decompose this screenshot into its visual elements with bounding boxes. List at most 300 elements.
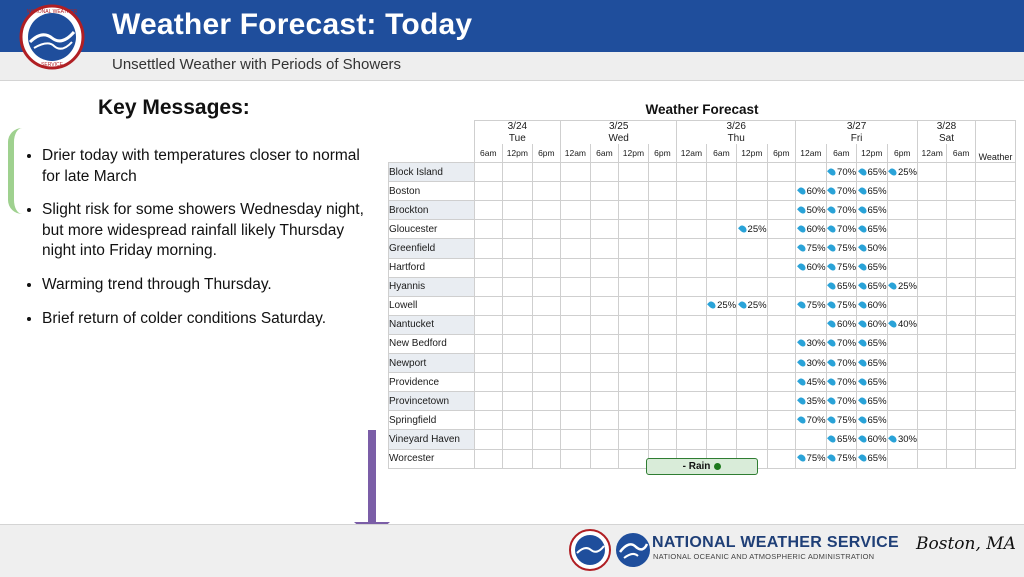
forecast-pop-cell bbox=[737, 373, 767, 392]
forecast-pop-cell bbox=[532, 277, 561, 296]
table-row bbox=[389, 334, 1016, 353]
forecast-pop-cell bbox=[917, 315, 946, 334]
forecast-weather-cell bbox=[976, 258, 1016, 277]
forecast-pop-cell: 75% bbox=[796, 239, 826, 258]
forecast-pop-cell: 75% bbox=[796, 296, 826, 315]
forecast-pop-cell bbox=[474, 182, 503, 201]
forecast-weather-cell bbox=[976, 315, 1016, 334]
list-item: • Slight risk for some showers Wednesday night, but more widespread rainfall likely Thursday night into Friday morning. bbox=[42, 200, 370, 262]
forecast-pop-cell bbox=[887, 220, 917, 239]
forecast-day-header: 3/27 Fri bbox=[796, 121, 918, 145]
forecast-pop-cell bbox=[561, 430, 590, 449]
forecast-hour-header: 6am bbox=[706, 144, 736, 163]
forecast-hour-header: 6am bbox=[474, 144, 503, 163]
forecast-pop-cell bbox=[619, 201, 648, 220]
forecast-weather-cell bbox=[976, 277, 1016, 296]
forecast-pop-cell bbox=[917, 201, 946, 220]
forecast-pop-cell bbox=[677, 239, 706, 258]
forecast-pop-cell bbox=[503, 201, 532, 220]
forecast-pop-cell bbox=[947, 201, 976, 220]
rain-drop-icon bbox=[858, 339, 868, 349]
forecast-pop-cell: 65% bbox=[857, 373, 887, 392]
forecast-pop-cell bbox=[917, 411, 946, 430]
forecast-pop-cell bbox=[590, 411, 619, 430]
forecast-pop-cell: 30% bbox=[887, 430, 917, 449]
forecast-pop-cell bbox=[767, 201, 796, 220]
footer-office-name: Boston, MA bbox=[916, 534, 1016, 554]
forecast-day-header: 3/28 Sat bbox=[917, 121, 975, 145]
forecast-pop-cell bbox=[648, 411, 677, 430]
forecast-pop-cell bbox=[619, 258, 648, 277]
forecast-pop-cell bbox=[619, 182, 648, 201]
forecast-pop-cell bbox=[887, 182, 917, 201]
forecast-hour-header: 12am bbox=[917, 144, 946, 163]
forecast-pop-cell: 40% bbox=[887, 315, 917, 334]
rain-drop-icon bbox=[827, 243, 837, 253]
forecast-pop-cell bbox=[917, 449, 946, 468]
forecast-city-label: Greenfield bbox=[389, 239, 475, 258]
rain-drop-icon bbox=[858, 358, 868, 368]
forecast-pop-cell bbox=[619, 430, 648, 449]
rain-drop-icon bbox=[797, 358, 807, 368]
forecast-pop-cell bbox=[474, 430, 503, 449]
forecast-pop-cell bbox=[590, 392, 619, 411]
rain-drop-icon bbox=[827, 281, 837, 291]
forecast-pop-cell: 60% bbox=[857, 315, 887, 334]
forecast-pop-cell bbox=[561, 449, 590, 468]
rain-drop-icon bbox=[797, 262, 807, 272]
forecast-pop-cell bbox=[532, 220, 561, 239]
forecast-pop-cell: 65% bbox=[857, 354, 887, 373]
forecast-hour-header: 6pm bbox=[648, 144, 677, 163]
forecast-pop-cell bbox=[590, 334, 619, 353]
forecast-pop-cell bbox=[917, 354, 946, 373]
forecast-title: Weather Forecast bbox=[645, 102, 759, 117]
rain-drop-icon bbox=[827, 434, 837, 444]
forecast-city-label: Block Island bbox=[389, 163, 475, 182]
national-weather-service-logo bbox=[8, 4, 96, 70]
rain-legend bbox=[646, 458, 758, 475]
forecast-weather-cell bbox=[976, 334, 1016, 353]
forecast-pop-cell bbox=[887, 334, 917, 353]
forecast-pop-cell: 65% bbox=[857, 220, 887, 239]
forecast-pop-cell bbox=[503, 277, 532, 296]
forecast-pop-cell bbox=[474, 315, 503, 334]
forecast-pop-cell bbox=[532, 392, 561, 411]
forecast-pop-cell bbox=[767, 334, 796, 353]
forecast-pop-cell bbox=[737, 354, 767, 373]
forecast-pop-cell: 50% bbox=[857, 239, 887, 258]
forecast-pop-cell bbox=[767, 163, 796, 182]
rain-drop-icon bbox=[858, 434, 868, 444]
rain-drop-icon bbox=[888, 167, 898, 177]
forecast-pop-cell bbox=[619, 220, 648, 239]
forecast-pop-cell bbox=[947, 449, 976, 468]
forecast-pop-cell: 25% bbox=[737, 220, 767, 239]
forecast-pop-cell bbox=[737, 392, 767, 411]
forecast-pop-cell: 70% bbox=[826, 392, 856, 411]
forecast-pop-cell bbox=[561, 201, 590, 220]
forecast-pop-cell bbox=[474, 258, 503, 277]
forecast-pop-cell bbox=[590, 163, 619, 182]
forecast-pop-cell bbox=[737, 201, 767, 220]
forecast-pop-cell bbox=[648, 334, 677, 353]
rain-drop-icon bbox=[827, 415, 837, 425]
forecast-pop-cell bbox=[767, 220, 796, 239]
forecast-weather-cell bbox=[976, 354, 1016, 373]
forecast-city-label: Newport bbox=[389, 354, 475, 373]
rain-legend-dot-icon bbox=[714, 463, 721, 470]
forecast-pop-cell bbox=[737, 334, 767, 353]
forecast-pop-cell bbox=[737, 277, 767, 296]
forecast-pop-cell: 65% bbox=[826, 430, 856, 449]
forecast-pop-cell: 70% bbox=[826, 354, 856, 373]
forecast-pop-cell: 65% bbox=[857, 411, 887, 430]
forecast-pop-cell bbox=[561, 354, 590, 373]
forecast-pop-cell bbox=[619, 334, 648, 353]
forecast-pop-cell: 70% bbox=[826, 182, 856, 201]
forecast-hour-header: 12am bbox=[796, 144, 826, 163]
forecast-pop-cell bbox=[474, 392, 503, 411]
footer-agency-name: NATIONAL WEATHER SERVICE bbox=[652, 534, 899, 551]
forecast-city-label: Gloucester bbox=[389, 220, 475, 239]
forecast-pop-cell bbox=[590, 220, 619, 239]
forecast-pop-cell bbox=[947, 392, 976, 411]
forecast-pop-cell bbox=[619, 411, 648, 430]
forecast-pop-cell bbox=[767, 392, 796, 411]
table-row bbox=[389, 277, 1016, 296]
forecast-pop-cell: 70% bbox=[826, 373, 856, 392]
table-row bbox=[389, 392, 1016, 411]
forecast-pop-cell bbox=[737, 315, 767, 334]
rain-drop-icon bbox=[858, 167, 868, 177]
rain-drop-icon bbox=[797, 453, 807, 463]
forecast-pop-cell bbox=[474, 411, 503, 430]
forecast-pop-cell bbox=[532, 334, 561, 353]
forecast-pop-cell bbox=[590, 449, 619, 468]
forecast-pop-cell bbox=[619, 296, 648, 315]
forecast-pop-cell bbox=[677, 430, 706, 449]
forecast-pop-cell bbox=[590, 277, 619, 296]
forecast-hour-header: 12am bbox=[677, 144, 706, 163]
table-row bbox=[389, 201, 1016, 220]
forecast-pop-cell bbox=[532, 258, 561, 277]
forecast-pop-cell bbox=[648, 373, 677, 392]
forecast-pop-cell bbox=[648, 182, 677, 201]
forecast-pop-cell bbox=[619, 277, 648, 296]
forecast-pop-cell bbox=[474, 373, 503, 392]
table-row bbox=[389, 182, 1016, 201]
rain-drop-icon bbox=[858, 243, 868, 253]
forecast-pop-cell bbox=[767, 373, 796, 392]
rain-drop-icon bbox=[707, 300, 717, 310]
forecast-pop-cell bbox=[767, 354, 796, 373]
rain-drop-icon bbox=[858, 300, 868, 310]
forecast-pop-cell bbox=[503, 411, 532, 430]
forecast-pop-cell bbox=[947, 373, 976, 392]
forecast-pop-cell bbox=[561, 392, 590, 411]
forecast-pop-cell: 65% bbox=[857, 277, 887, 296]
forecast-pop-cell bbox=[917, 296, 946, 315]
rain-drop-icon bbox=[827, 300, 837, 310]
forecast-hour-header: 6am bbox=[947, 144, 976, 163]
forecast-pop-cell bbox=[503, 163, 532, 182]
forecast-pop-cell bbox=[706, 315, 736, 334]
forecast-pop-cell bbox=[590, 258, 619, 277]
forecast-pop-cell bbox=[947, 258, 976, 277]
table-row bbox=[389, 354, 1016, 373]
rain-drop-icon bbox=[797, 224, 807, 234]
forecast-pop-cell: 35% bbox=[796, 392, 826, 411]
forecast-pop-cell bbox=[917, 220, 946, 239]
forecast-pop-cell bbox=[561, 296, 590, 315]
forecast-city-label: Providence bbox=[389, 373, 475, 392]
svg-text:SERVICE: SERVICE bbox=[41, 62, 63, 68]
forecast-city-label: Vineyard Haven bbox=[389, 430, 475, 449]
forecast-pop-cell bbox=[796, 315, 826, 334]
forecast-pop-cell: 60% bbox=[796, 182, 826, 201]
table-row bbox=[389, 163, 1016, 182]
forecast-pop-cell bbox=[677, 354, 706, 373]
forecast-pop-cell bbox=[737, 411, 767, 430]
forecast-pop-cell: 70% bbox=[826, 163, 856, 182]
forecast-pop-cell bbox=[532, 315, 561, 334]
forecast-pop-cell: 25% bbox=[887, 277, 917, 296]
forecast-pop-cell bbox=[532, 239, 561, 258]
page-title: Weather Forecast: Today bbox=[112, 8, 473, 41]
forecast-pop-cell bbox=[648, 201, 677, 220]
forecast-pop-cell bbox=[706, 201, 736, 220]
forecast-pop-cell: 60% bbox=[857, 296, 887, 315]
forecast-weather-cell bbox=[976, 411, 1016, 430]
forecast-pop-cell bbox=[503, 220, 532, 239]
forecast-pop-cell bbox=[677, 163, 706, 182]
rain-drop-icon bbox=[858, 281, 868, 291]
forecast-pop-cell bbox=[474, 296, 503, 315]
forecast-weather-cell bbox=[976, 430, 1016, 449]
forecast-pop-cell bbox=[887, 373, 917, 392]
forecast-pop-cell bbox=[474, 220, 503, 239]
forecast-city-label: Nantucket bbox=[389, 315, 475, 334]
forecast-pop-cell bbox=[532, 182, 561, 201]
forecast-pop-cell bbox=[767, 258, 796, 277]
forecast-pop-cell bbox=[503, 258, 532, 277]
forecast-pop-cell bbox=[947, 315, 976, 334]
forecast-pop-cell bbox=[619, 392, 648, 411]
forecast-pop-cell: 65% bbox=[857, 258, 887, 277]
forecast-pop-cell bbox=[590, 373, 619, 392]
forecast-pop-cell: 60% bbox=[857, 430, 887, 449]
forecast-pop-cell bbox=[947, 334, 976, 353]
forecast-pop-cell bbox=[706, 411, 736, 430]
forecast-pop-cell: 75% bbox=[826, 258, 856, 277]
forecast-day-header: 3/26 Thu bbox=[677, 121, 796, 145]
forecast-pop-cell bbox=[677, 201, 706, 220]
forecast-table bbox=[388, 120, 1016, 469]
table-row bbox=[389, 220, 1016, 239]
forecast-pop-cell bbox=[561, 220, 590, 239]
forecast-pop-cell bbox=[947, 296, 976, 315]
forecast-weather-cell bbox=[976, 163, 1016, 182]
forecast-pop-cell bbox=[677, 411, 706, 430]
forecast-pop-cell: 65% bbox=[857, 334, 887, 353]
forecast-pop-cell bbox=[503, 182, 532, 201]
rain-drop-icon bbox=[797, 300, 807, 310]
forecast-pop-cell bbox=[619, 373, 648, 392]
forecast-pop-cell bbox=[917, 258, 946, 277]
forecast-pop-cell bbox=[706, 220, 736, 239]
forecast-pop-cell bbox=[767, 296, 796, 315]
forecast-pop-cell bbox=[767, 449, 796, 468]
forecast-city-label: Springfield bbox=[389, 411, 475, 430]
forecast-pop-cell bbox=[532, 449, 561, 468]
rain-drop-icon bbox=[797, 415, 807, 425]
forecast-pop-cell bbox=[619, 449, 648, 468]
forecast-pop-cell bbox=[474, 354, 503, 373]
forecast-pop-cell bbox=[474, 277, 503, 296]
forecast-pop-cell bbox=[947, 163, 976, 182]
forecast-pop-cell bbox=[619, 163, 648, 182]
forecast-pop-cell bbox=[532, 373, 561, 392]
forecast-pop-cell bbox=[947, 411, 976, 430]
forecast-pop-cell bbox=[917, 163, 946, 182]
forecast-hour-header: 12pm bbox=[737, 144, 767, 163]
forecast-pop-cell bbox=[947, 354, 976, 373]
forecast-pop-cell bbox=[887, 392, 917, 411]
forecast-pop-cell bbox=[706, 239, 736, 258]
table-row bbox=[389, 430, 1016, 449]
forecast-pop-cell bbox=[503, 315, 532, 334]
rain-drop-icon bbox=[827, 186, 837, 196]
rain-drop-icon bbox=[858, 262, 868, 272]
forecast-pop-cell bbox=[648, 163, 677, 182]
forecast-hour-header: 6am bbox=[590, 144, 619, 163]
forecast-pop-cell bbox=[648, 258, 677, 277]
forecast-city-label: Provincetown bbox=[389, 392, 475, 411]
forecast-pop-cell bbox=[737, 163, 767, 182]
forecast-weather-cell bbox=[976, 392, 1016, 411]
forecast-pop-cell bbox=[474, 201, 503, 220]
forecast-pop-cell bbox=[648, 354, 677, 373]
table-row bbox=[389, 258, 1016, 277]
forecast-weather-cell bbox=[976, 201, 1016, 220]
forecast-pop-cell bbox=[677, 392, 706, 411]
forecast-pop-cell: 65% bbox=[857, 392, 887, 411]
forecast-pop-cell bbox=[677, 258, 706, 277]
forecast-pop-cell bbox=[767, 182, 796, 201]
forecast-pop-cell bbox=[917, 334, 946, 353]
forecast-pop-cell bbox=[947, 182, 976, 201]
forecast-hour-header: 12pm bbox=[503, 144, 532, 163]
forecast-pop-cell: 50% bbox=[796, 201, 826, 220]
forecast-pop-cell bbox=[737, 258, 767, 277]
forecast-pop-cell bbox=[561, 182, 590, 201]
forecast-pop-cell bbox=[887, 411, 917, 430]
forecast-pop-cell: 75% bbox=[826, 296, 856, 315]
forecast-pop-cell bbox=[532, 201, 561, 220]
forecast-pop-cell: 60% bbox=[826, 315, 856, 334]
forecast-pop-cell: 65% bbox=[826, 277, 856, 296]
forecast-weather-cell bbox=[976, 220, 1016, 239]
forecast-pop-cell: 70% bbox=[826, 220, 856, 239]
forecast-pop-cell bbox=[677, 277, 706, 296]
page-subtitle: Unsettled Weather with Periods of Showers bbox=[112, 56, 402, 73]
forecast-pop-cell bbox=[590, 201, 619, 220]
forecast-pop-cell bbox=[561, 411, 590, 430]
rain-drop-icon bbox=[858, 186, 868, 196]
rain-drop-icon bbox=[858, 453, 868, 463]
forecast-day-header: 3/25 Wed bbox=[561, 121, 677, 145]
forecast-pop-cell bbox=[561, 373, 590, 392]
forecast-pop-cell bbox=[887, 296, 917, 315]
forecast-pop-cell bbox=[561, 334, 590, 353]
forecast-hour-header: 6pm bbox=[887, 144, 917, 163]
forecast-pop-cell bbox=[474, 449, 503, 468]
forecast-pop-cell bbox=[474, 163, 503, 182]
rain-drop-icon bbox=[858, 205, 868, 215]
forecast-pop-cell bbox=[706, 392, 736, 411]
forecast-pop-cell bbox=[706, 182, 736, 201]
forecast-pop-cell bbox=[917, 373, 946, 392]
forecast-pop-cell bbox=[677, 315, 706, 334]
forecast-pop-cell bbox=[648, 239, 677, 258]
forecast-pop-cell bbox=[648, 220, 677, 239]
forecast-pop-cell bbox=[677, 220, 706, 239]
rain-drop-icon bbox=[858, 396, 868, 406]
forecast-pop-cell: 70% bbox=[826, 334, 856, 353]
forecast-pop-cell bbox=[532, 163, 561, 182]
rain-drop-icon bbox=[888, 319, 898, 329]
forecast-weather-cell bbox=[976, 182, 1016, 201]
national-weather-service-logo-footer bbox=[568, 528, 612, 572]
forecast-pop-cell bbox=[474, 239, 503, 258]
forecast-pop-cell bbox=[590, 354, 619, 373]
rain-drop-icon bbox=[827, 167, 837, 177]
forecast-pop-cell: 65% bbox=[857, 163, 887, 182]
forecast-pop-cell bbox=[648, 392, 677, 411]
rain-drop-icon bbox=[827, 205, 837, 215]
forecast-pop-cell: 45% bbox=[796, 373, 826, 392]
forecast-pop-cell bbox=[503, 392, 532, 411]
rain-drop-icon bbox=[797, 186, 807, 196]
forecast-pop-cell bbox=[503, 449, 532, 468]
forecast-pop-cell bbox=[737, 430, 767, 449]
forecast-weather-cell bbox=[976, 296, 1016, 315]
forecast-pop-cell bbox=[503, 334, 532, 353]
forecast-pop-cell bbox=[503, 239, 532, 258]
table-corner-cell bbox=[389, 121, 475, 163]
list-item: • Warming trend through Thursday. bbox=[42, 275, 370, 296]
forecast-pop-cell bbox=[767, 239, 796, 258]
forecast-hour-header: 6pm bbox=[767, 144, 796, 163]
footer-agency-subtitle: NATIONAL OCEANIC AND ATMOSPHERIC ADMINISTRATION bbox=[653, 552, 875, 561]
forecast-hour-header: 12am bbox=[561, 144, 590, 163]
forecast-table-header bbox=[389, 121, 1016, 163]
forecast-pop-cell bbox=[706, 277, 736, 296]
forecast-pop-cell bbox=[917, 430, 946, 449]
forecast-pop-cell bbox=[648, 315, 677, 334]
forecast-pop-cell bbox=[706, 354, 736, 373]
forecast-pop-cell bbox=[887, 258, 917, 277]
forecast-pop-cell bbox=[648, 296, 677, 315]
forecast-pop-cell bbox=[561, 277, 590, 296]
forecast-pop-cell: 75% bbox=[796, 449, 826, 468]
forecast-pop-cell bbox=[561, 239, 590, 258]
forecast-pop-cell: 30% bbox=[796, 354, 826, 373]
forecast-pop-cell bbox=[917, 182, 946, 201]
forecast-city-label: Lowell bbox=[389, 296, 475, 315]
forecast-pop-cell: 70% bbox=[826, 201, 856, 220]
